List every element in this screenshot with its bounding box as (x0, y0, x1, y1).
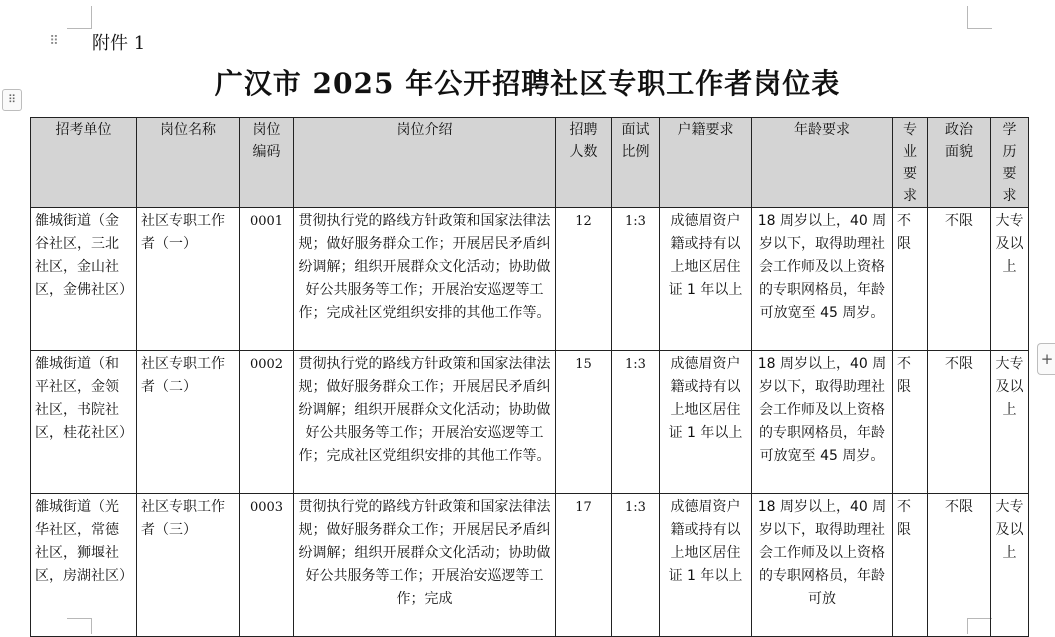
table-header-row (31, 118, 1029, 208)
header-cell: 招聘 人数 (556, 118, 612, 208)
major-cell: 不限 (893, 494, 928, 637)
code-cell: 0001 (240, 208, 294, 351)
header-cell: 岗位介绍 (294, 118, 556, 208)
political-cell: 不限 (928, 494, 991, 637)
count-cell: 12 (556, 208, 612, 351)
header-cell: 岗位名称 (137, 118, 240, 208)
count-cell: 17 (556, 494, 612, 637)
education-cell: 大专及以上 (991, 208, 1029, 351)
age-cell: 18 周岁以上，40 周岁以下，取得助理社会工作师及以上资格的专职网格员，年龄可放宽至 45 周岁。 (752, 351, 893, 494)
intro-cell: 贯彻执行党的路线方针政策和国家法律法规；做好服务群众工作；开展居民矛盾纠纷调解；组织开展群众文化活动；协助做好公共服务等工作；开展治安巡逻等工作；完成 (294, 494, 556, 637)
intro-cell: 贯彻执行党的路线方针政策和国家法律法规；做好服务群众工作；开展居民矛盾纠纷调解；组织开展群众文化活动；协助做好公共服务等工作；开展治安巡逻等工作；完成社区党组织安排的其他工作等。 (294, 351, 556, 494)
crop-mark-top-left (67, 6, 92, 29)
political-cell: 不限 (928, 351, 991, 494)
table-row (31, 351, 1029, 494)
header-cell: 专 业 要 求 (893, 118, 928, 208)
header-cell: 年龄要求 (752, 118, 893, 208)
document-title: 广汉市 2025 年公开招聘社区专职工作者岗位表 (214, 67, 841, 100)
ratio-cell: 1:3 (612, 494, 660, 637)
position-cell: 社区专职工作者（一） (137, 208, 240, 351)
recruitment-table (30, 117, 1029, 637)
header-cell: 学 历 要 求 (991, 118, 1029, 208)
hukou-cell: 成德眉资户籍或持有以上地区居住证 1 年以上 (660, 494, 752, 637)
header-cell: 岗位 编码 (240, 118, 294, 208)
code-cell: 0003 (240, 494, 294, 637)
add-column-icon[interactable]: + (1037, 343, 1055, 375)
ratio-cell: 1:3 (612, 208, 660, 351)
attachment-label: 附件 1 (92, 33, 146, 54)
header-cell: 户籍要求 (660, 118, 752, 208)
education-cell: 大专及以上 (991, 351, 1029, 494)
position-cell: 社区专职工作者（二） (137, 351, 240, 494)
header-cell: 招考单位 (31, 118, 137, 208)
political-cell: 不限 (928, 208, 991, 351)
crop-mark-top-right (967, 6, 992, 29)
unit-cell: 雒城街道（和平社区，金领社区，书院社区，桂花社区） (31, 351, 137, 494)
code-cell: 0002 (240, 351, 294, 494)
intro-cell: 贯彻执行党的路线方针政策和国家法律法规；做好服务群众工作；开展居民矛盾纠纷调解；组织开展群众文化活动；协助做好公共服务等工作；开展治安巡逻等工作；完成社区党组织安排的其他工作等。 (294, 208, 556, 351)
major-cell: 不限 (893, 208, 928, 351)
unit-cell: 雒城街道（金谷社区，三北社区，金山社区，金佛社区） (31, 208, 137, 351)
table-row (31, 494, 1029, 637)
age-cell: 18 周岁以上，40 周岁以下，取得助理社会工作师及以上资格的专职网格员，年龄可放宽至 45 周岁。 (752, 208, 893, 351)
header-cell: 政治 面貌 (928, 118, 991, 208)
unit-cell: 雒城街道（光华社区，常德社区，狮堰社区，房湖社区） (31, 494, 137, 637)
hukou-cell: 成德眉资户籍或持有以上地区居住证 1 年以上 (660, 351, 752, 494)
table-move-handle-icon[interactable]: ⠿ (2, 89, 22, 111)
count-cell: 15 (556, 351, 612, 494)
position-cell: 社区专职工作者（三） (137, 494, 240, 637)
major-cell: 不限 (893, 351, 928, 494)
ratio-cell: 1:3 (612, 351, 660, 494)
hukou-cell: 成德眉资户籍或持有以上地区居住证 1 年以上 (660, 208, 752, 351)
header-cell: 面试 比例 (612, 118, 660, 208)
paragraph-drag-handle-icon[interactable]: ⠿ (49, 34, 59, 49)
education-cell: 大专及以上 (991, 494, 1029, 637)
age-cell: 18 周岁以上，40 周岁以下，取得助理社会工作师及以上资格的专职网格员，年龄可放 (752, 494, 893, 637)
table-row (31, 208, 1029, 351)
